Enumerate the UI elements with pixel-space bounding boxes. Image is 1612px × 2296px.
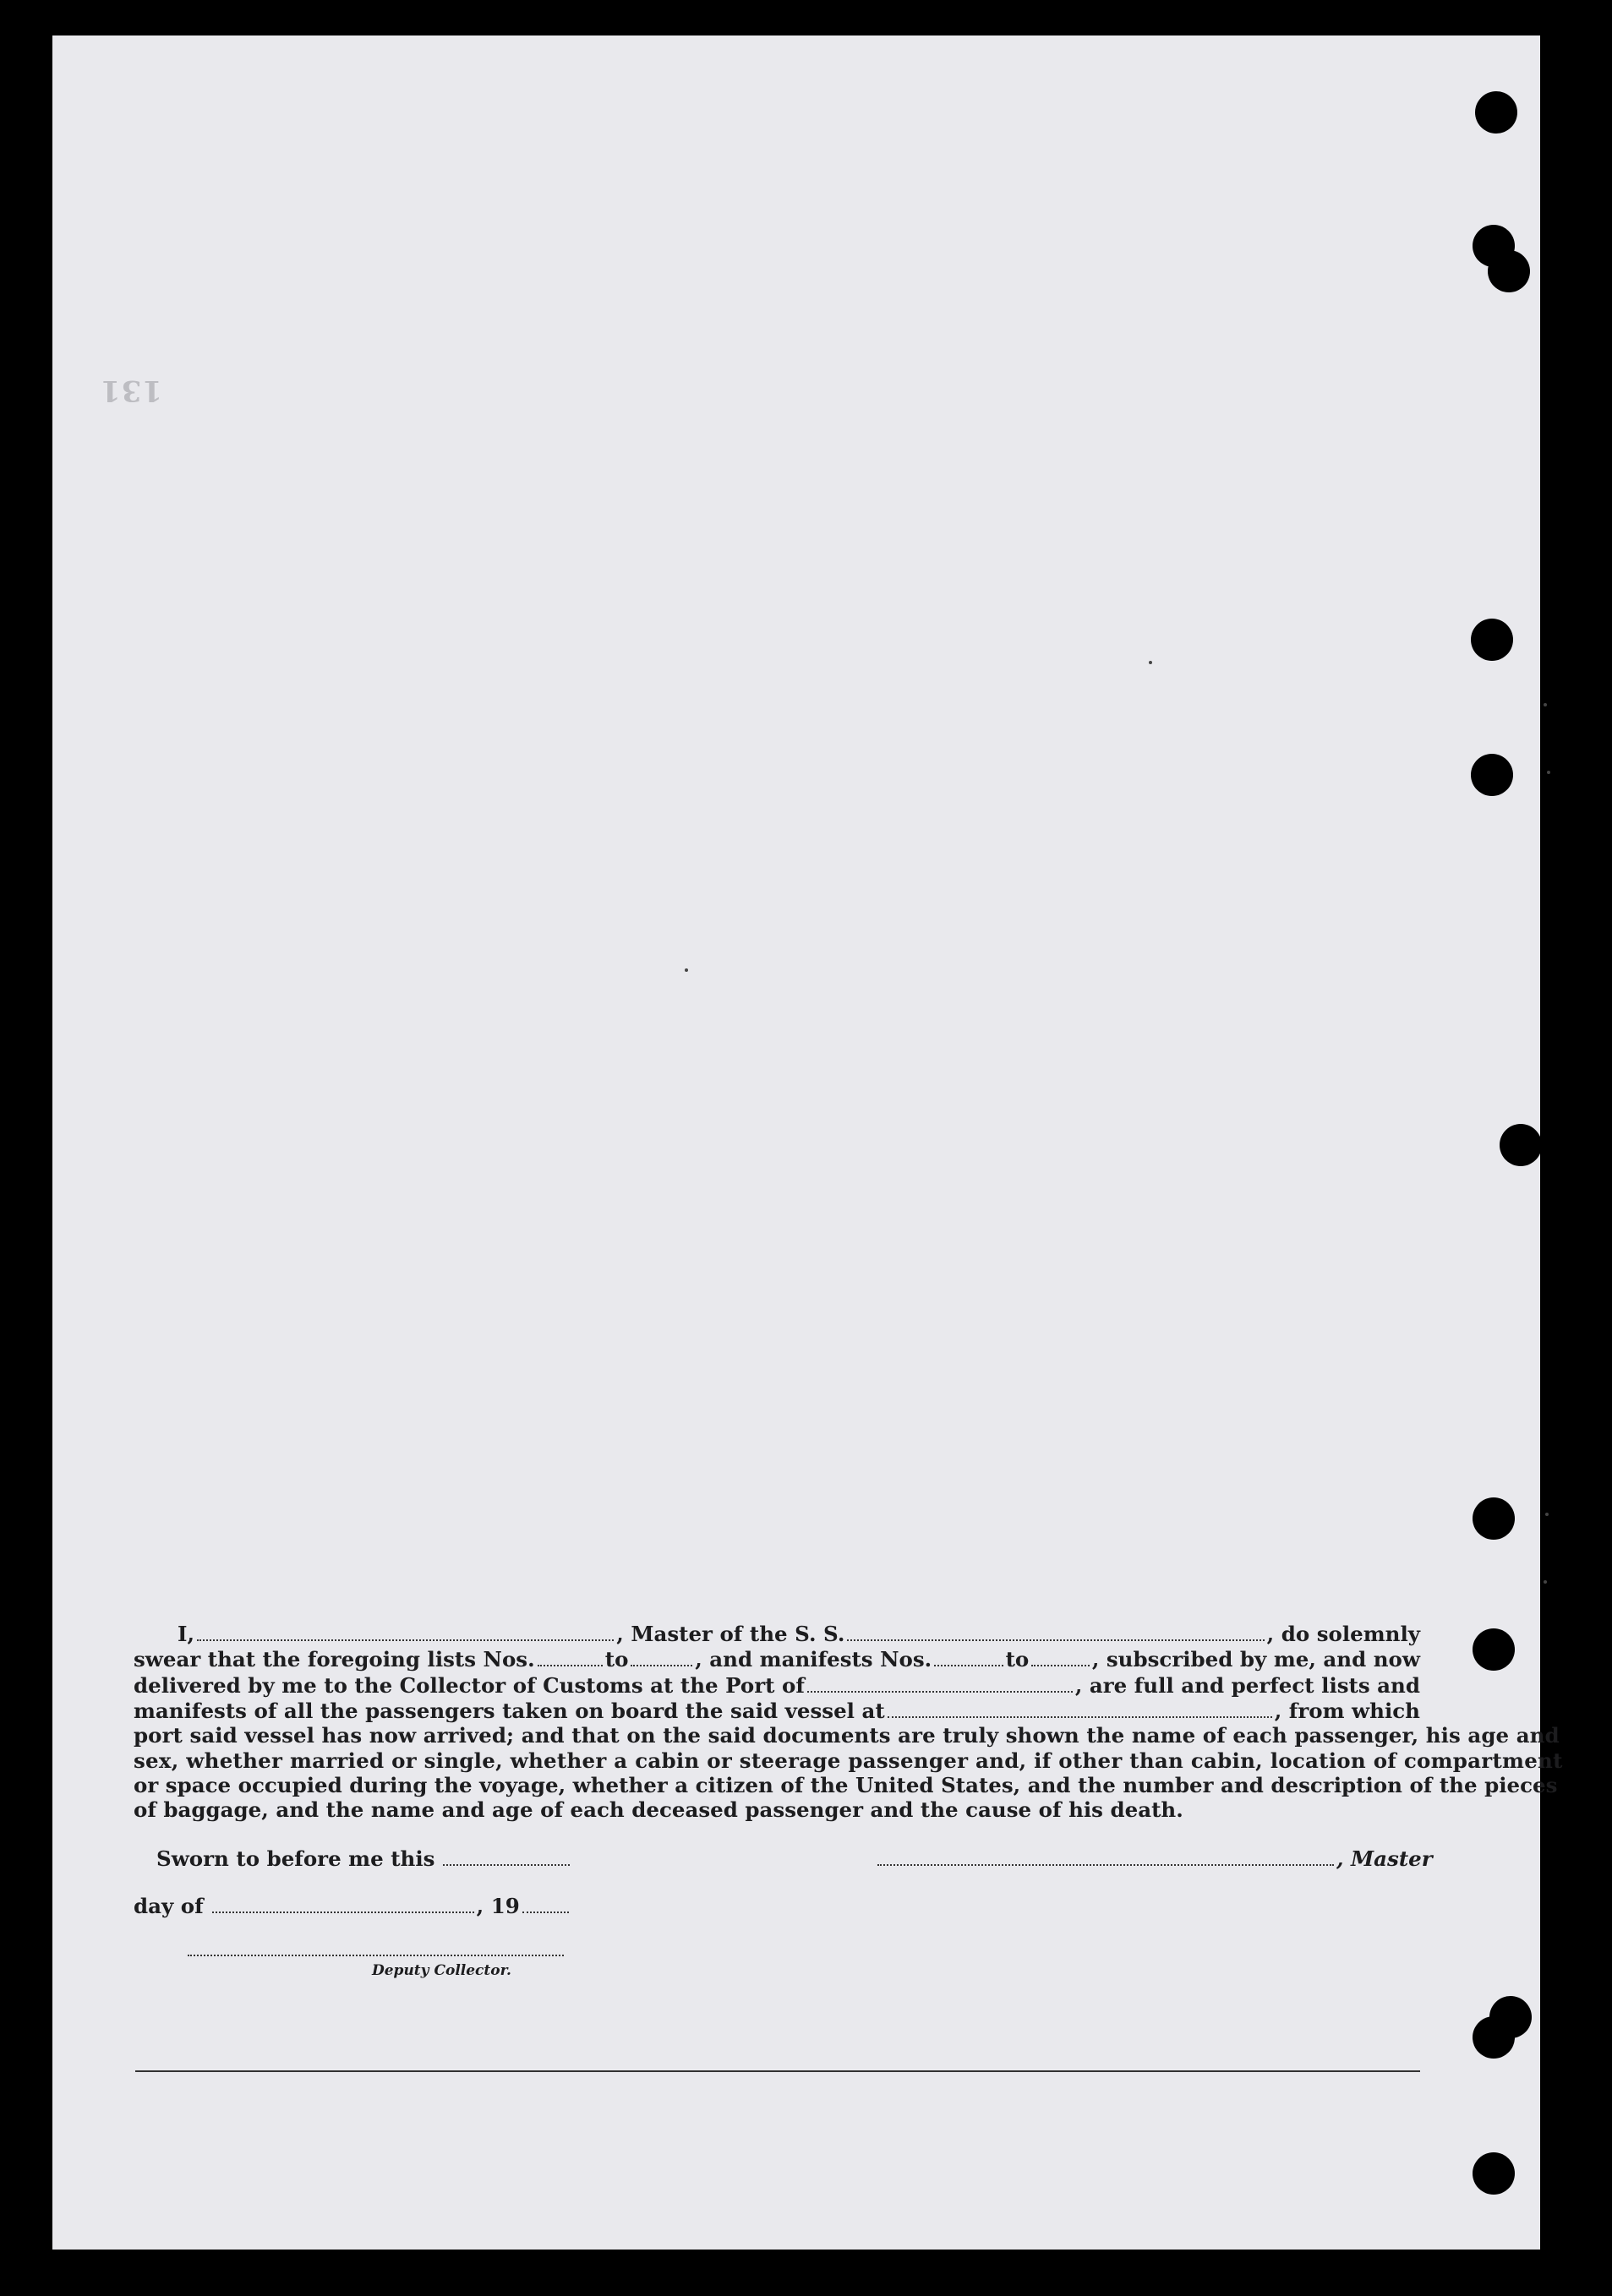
list-from-field[interactable] xyxy=(538,1646,603,1666)
day-of-line xyxy=(134,1893,571,1918)
vessel-name-field[interactable] xyxy=(847,1621,1264,1641)
punch-hole xyxy=(1473,1628,1515,1671)
master-signature-field[interactable] xyxy=(877,1846,1334,1866)
sworn-day-field[interactable] xyxy=(443,1846,570,1866)
punch-hole xyxy=(1473,2152,1515,2195)
punch-hole xyxy=(1473,2016,1515,2059)
bottom-rule xyxy=(135,2070,1420,2072)
port-field[interactable] xyxy=(807,1672,1073,1693)
oath-line xyxy=(134,1748,1563,1773)
oath-line xyxy=(134,1698,1420,1723)
year-field[interactable] xyxy=(522,1893,569,1913)
oath-line xyxy=(134,1797,1420,1822)
oath-text: , are full and perfect lists and xyxy=(1074,1672,1420,1698)
oath-text: manifests of all the passengers taken on board the said vessel at xyxy=(134,1699,885,1724)
sworn-line xyxy=(156,1846,572,1871)
sworn-label: Sworn to before me this xyxy=(156,1846,435,1872)
oath-text: to xyxy=(604,1647,629,1672)
punch-hole xyxy=(1488,250,1530,292)
scan-speck xyxy=(1544,1580,1547,1584)
list-to-field[interactable] xyxy=(631,1646,692,1666)
oath-line xyxy=(134,1672,1420,1698)
oath-text: , from which xyxy=(1274,1699,1420,1724)
scan-speck xyxy=(685,968,688,972)
month-field[interactable] xyxy=(212,1893,474,1913)
oath-line xyxy=(134,1646,1420,1672)
manifest-from-field[interactable] xyxy=(934,1646,1003,1666)
oath-text: I, xyxy=(178,1622,194,1647)
oath-text: delivered by me to the Collector of Customs at the Port of xyxy=(134,1672,805,1698)
oath-text: , Master of the S. S. xyxy=(616,1622,845,1647)
punch-hole xyxy=(1471,754,1513,796)
oath-paragraph xyxy=(134,1621,1563,1823)
manifest-to-field[interactable] xyxy=(1031,1646,1090,1666)
year-prefix: , 19 xyxy=(476,1894,520,1919)
oath-text: port said vessel has now arrived; and that on the said documents are truly shown the name of each passenger, his age and xyxy=(134,1723,1560,1748)
master-label: , Master xyxy=(1336,1846,1433,1872)
punch-hole xyxy=(1471,619,1513,661)
oath-text: , do solemnly xyxy=(1266,1622,1421,1647)
master-signature-line xyxy=(875,1846,1433,1871)
oath-text: , subscribed by me, and now xyxy=(1091,1647,1420,1672)
scan-speck xyxy=(1544,703,1547,706)
day-of-label: day of xyxy=(134,1894,204,1919)
oath-text: , and manifests Nos. xyxy=(695,1647,932,1672)
oath-text: of baggage, and the name and age of each deceased passenger and the cause of his death. xyxy=(134,1797,1183,1823)
deputy-collector-label: Deputy Collector. xyxy=(372,1962,511,1979)
punch-hole xyxy=(1473,1497,1515,1540)
departure-port-field[interactable] xyxy=(888,1698,1272,1718)
punch-hole xyxy=(1475,91,1517,134)
oath-text: or space occupied during the voyage, whether a citizen of the United States, and the number and description of the pieces xyxy=(134,1772,1558,1797)
deputy-signature-line[interactable] xyxy=(188,1955,564,1956)
oath-text: to xyxy=(1005,1647,1030,1672)
scan-speck xyxy=(1547,771,1550,774)
oath-line xyxy=(134,1772,1558,1797)
oath-line xyxy=(134,1723,1560,1748)
master-name-field[interactable] xyxy=(197,1621,614,1641)
punch-hole xyxy=(1500,1124,1542,1166)
margin-mark: 131 xyxy=(100,374,162,407)
scan-speck xyxy=(1545,1513,1549,1516)
oath-text: swear that the foregoing lists Nos. xyxy=(134,1647,535,1672)
oath-text: sex, whether married or single, whether a cabin or steerage passenger and, if other than cabin, location of compartment xyxy=(134,1748,1563,1773)
oath-line xyxy=(134,1621,1420,1646)
scan-speck xyxy=(1149,661,1152,664)
